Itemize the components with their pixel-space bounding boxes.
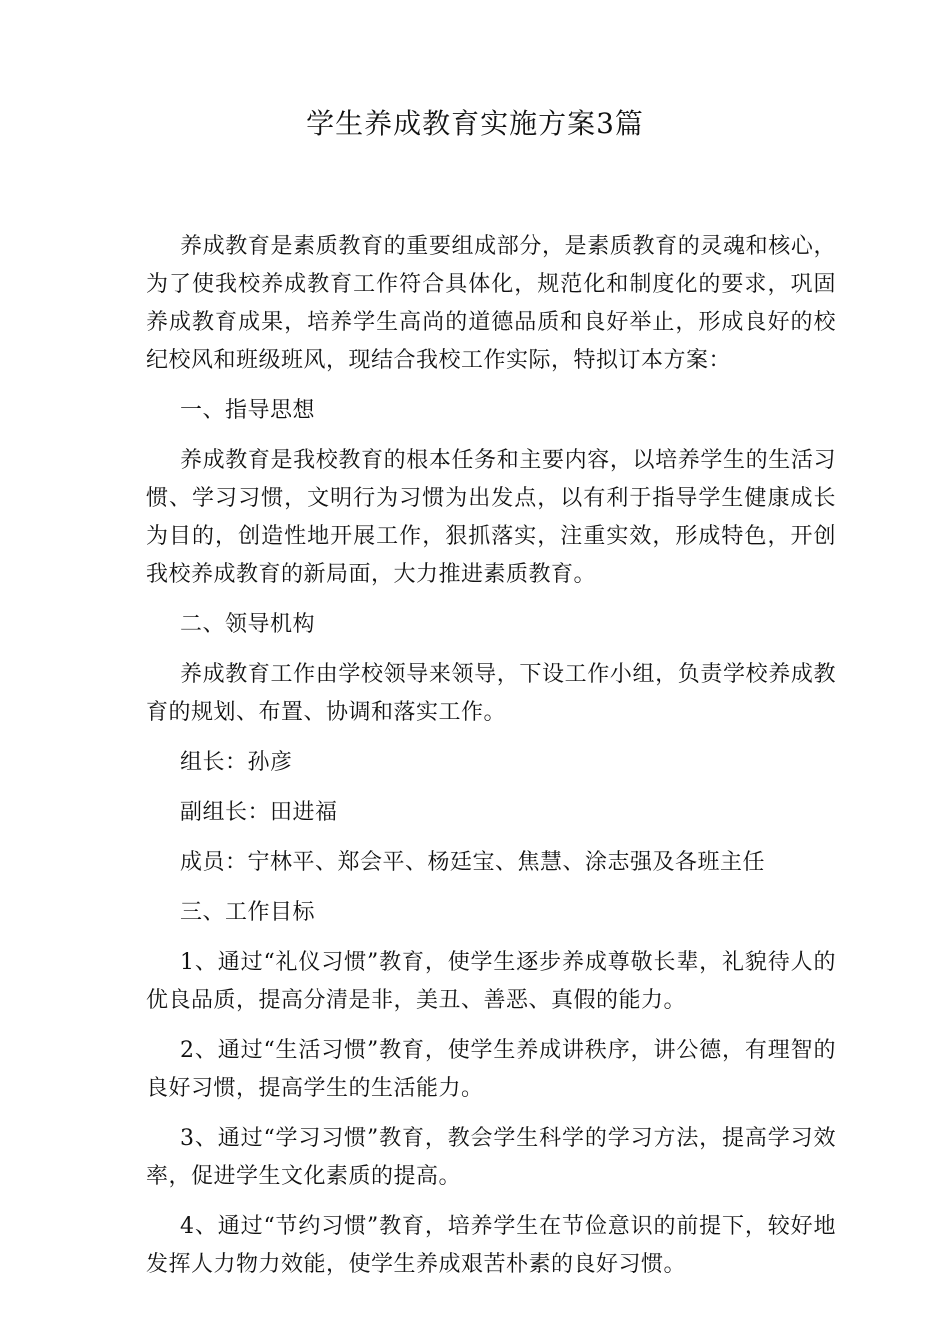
leadership-paragraph: 养成教育工作由学校领导来领导，下设工作小组，负责学校养成教育的规划、布置、协调和落实工作。	[146, 662, 836, 725]
section-heading-goals: 三、工作目标	[180, 900, 316, 925]
members-line: 成员：宁林平、郑会平、杨廷宝、焦慧、涂志强及各班主任	[180, 850, 766, 875]
group-leader-line: 组长：孙彦	[180, 750, 293, 775]
section-heading-guiding-thought: 一、指导思想	[180, 398, 316, 423]
goal-item: 3、通过“学习习惯”教育，教会学生科学的学习方法，提高学习效率，促进学生文化素质的提高。	[146, 1126, 836, 1189]
goal-item: 1、通过“礼仪习惯”教育，使学生逐步养成尊敬长辈，礼貌待人的优良品质，提高分清是非，美丑、善恶、真假的能力。	[146, 950, 836, 1013]
goal-item: 2、通过“生活习惯”教育，使学生养成讲秩序，讲公德，有理智的良好习惯，提高学生的生活能力。	[146, 1038, 836, 1101]
goal-item: 4、通过“节约习惯”教育，培养学生在节俭意识的前提下，较好地发挥人力物力效能，使学生养成艰苦朴素的良好习惯。	[146, 1214, 836, 1277]
section-heading-leadership: 二、领导机构	[180, 612, 316, 637]
guiding-thought-paragraph: 养成教育是我校教育的根本任务和主要内容，以培养学生的生活习惯、学习习惯，文明行为习惯为出发点，以有利于指导学生健康成长为目的，创造性地开展工作，狠抓落实，注重实效，形成特色，开创我校养成教育的新局面，大力推进素质教育。	[146, 448, 836, 587]
document-title: 学生养成教育实施方案3篇	[306, 107, 644, 140]
deputy-leader-line: 副组长：田进福	[180, 800, 338, 825]
document-body	[146, 228, 836, 1296]
intro-paragraph: 养成教育是素质教育的重要组成部分，是素质教育的灵魂和核心，为了使我校养成教育工作符合具体化，规范化和制度化的要求，巩固养成教育成果，培养学生高尚的道德品质和良好举止，形成良好的校纪校风和班级班风，现结合我校工作实际，特拟订本方案：	[146, 234, 836, 373]
